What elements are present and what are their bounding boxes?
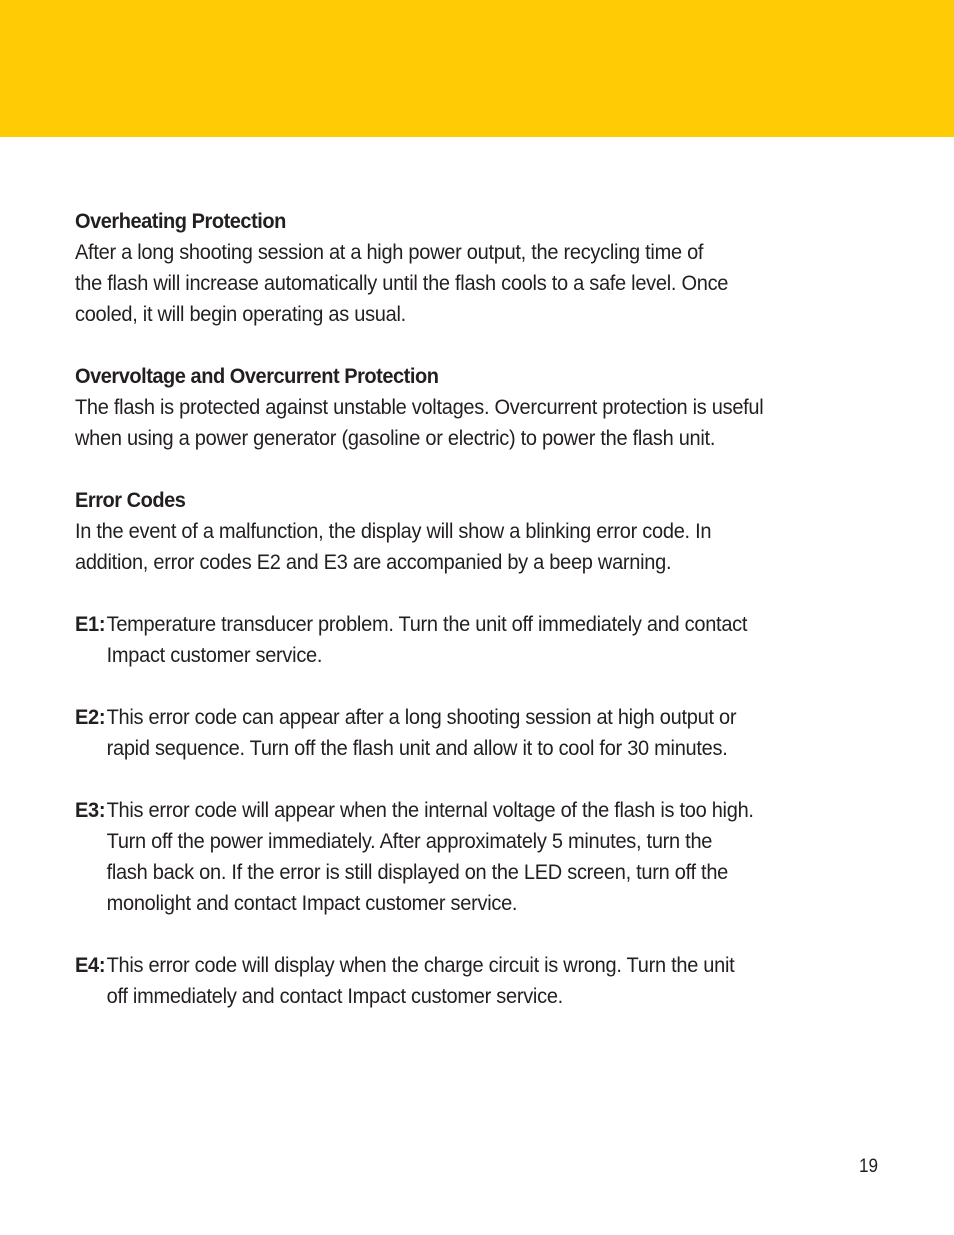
section-overheating-protection [75, 206, 885, 330]
paragraph-line: cooled, it will begin operating as usual. [75, 302, 406, 326]
paragraph-line: the flash will increase automatically until the flash cools to a safe level. Once [75, 271, 729, 295]
error-code-text: flash back on. If the error is still displayed on the LED screen, turn off the [106, 860, 729, 884]
error-code-label: E1: [75, 612, 106, 636]
error-code-item-e3 [75, 795, 885, 919]
error-code-text: Temperature transducer problem. Turn the unit off immediately and contact [106, 612, 748, 636]
page-number: 19 [859, 1156, 879, 1177]
paragraph-line: The flash is protected against unstable voltages. Overcurrent protection is useful [75, 395, 764, 419]
section-paragraph [75, 516, 885, 578]
paragraph-line: when using a power generator (gasoline or electric) to power the flash unit. [75, 426, 716, 450]
paragraph-line: addition, error codes E2 and E3 are accompanied by a beep warning. [75, 550, 672, 574]
error-code-label: E4: [75, 953, 106, 977]
paragraph-line: After a long shooting session at a high power output, the recycling time of [75, 240, 704, 264]
section-heading: Overvoltage and Overcurrent Protection [75, 364, 439, 388]
error-code-label: E3: [75, 798, 106, 822]
error-code-item-e2 [75, 702, 885, 764]
error-code-text: This error code will display when the charge circuit is wrong. Turn the unit [106, 953, 735, 977]
section-paragraph [75, 237, 885, 330]
section-heading: Error Codes [75, 488, 186, 512]
section-error-codes [75, 485, 885, 578]
header-color-band [0, 0, 954, 137]
section-paragraph [75, 392, 885, 454]
error-code-item-e4 [75, 950, 885, 1012]
paragraph-line: In the event of a malfunction, the display will show a blinking error code. In [75, 519, 712, 543]
error-code-text: monolight and contact Impact customer service. [106, 891, 518, 915]
error-code-text: Turn off the power immediately. After approximately 5 minutes, turn the [106, 829, 713, 853]
page-content [75, 206, 885, 1043]
error-code-label: E2: [75, 705, 106, 729]
section-heading: Overheating Protection [75, 209, 286, 233]
error-code-item-e1 [75, 609, 885, 671]
error-code-text: off immediately and contact Impact customer service. [106, 984, 563, 1008]
error-code-text: This error code can appear after a long shooting session at high output or [106, 705, 737, 729]
error-code-text: rapid sequence. Turn off the flash unit and allow it to cool for 30 minutes. [106, 736, 728, 760]
error-code-text: Impact customer service. [106, 643, 323, 667]
section-overvoltage-protection [75, 361, 885, 454]
error-code-text: This error code will appear when the internal voltage of the flash is too high. [106, 798, 754, 822]
